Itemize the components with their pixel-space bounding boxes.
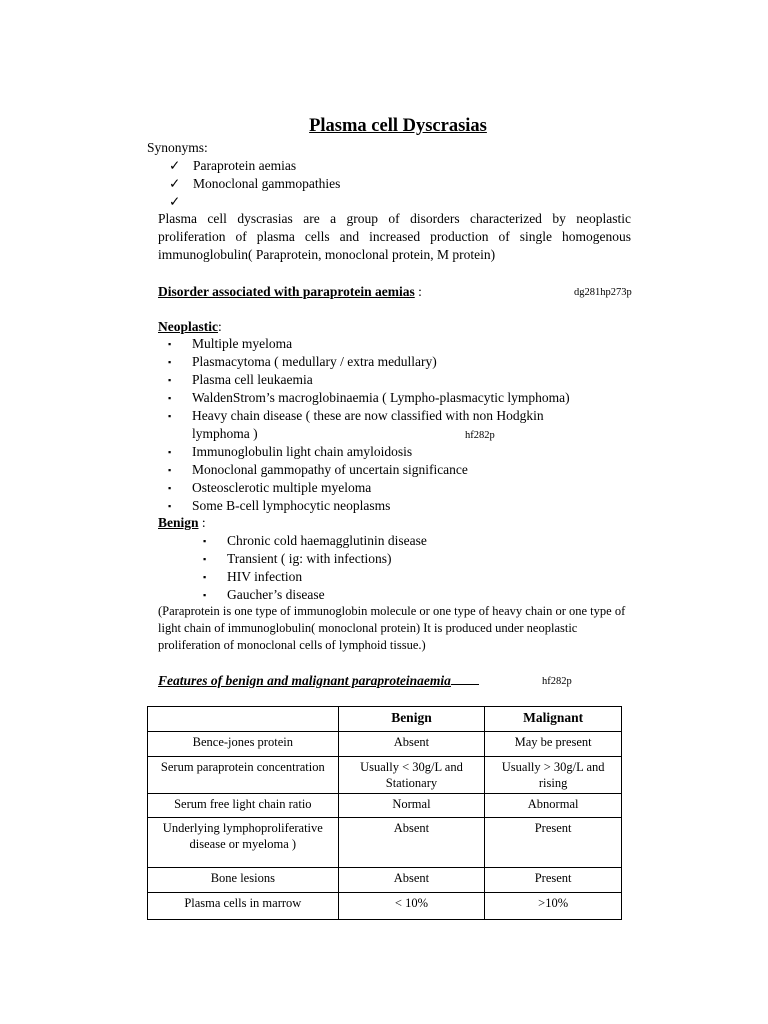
table-header-cell: Malignant	[485, 707, 622, 732]
neoplastic-heading: Neoplastic:	[158, 319, 222, 334]
list-item: ▪ Multiple myeloma	[168, 336, 293, 351]
table-row	[148, 732, 622, 757]
list-item: ▪ Chronic cold haemagglutinin disease	[203, 533, 427, 548]
disorder-heading: Disorder associated with paraprotein aemias :	[158, 284, 422, 299]
check-icon: ✓	[169, 158, 181, 173]
list-item: ▪ Monoclonal gammopathy of uncertain significance	[168, 462, 468, 477]
benign-heading: Benign :	[158, 515, 206, 530]
table-cell: Absent	[338, 732, 485, 757]
check-icon: ✓	[169, 176, 181, 191]
synonym-item: ✓ Monoclonal gammopathies	[169, 176, 341, 191]
bullet-icon: ▪	[168, 411, 172, 421]
page-title: Plasma cell Dyscrasias	[309, 116, 487, 136]
list-item: ▪ Some B-cell lymphocytic neoplasms	[168, 498, 391, 513]
table-cell: Absent	[338, 868, 485, 893]
table-cell: Absent	[338, 818, 485, 868]
table-cell: Plasma cells in marrow	[148, 893, 339, 920]
table-row	[148, 757, 622, 794]
synonyms-label: Synonyms:	[147, 140, 208, 155]
table-cell: Serum paraprotein concentration	[148, 757, 339, 794]
features-reference: hf282p	[542, 676, 572, 687]
table-cell: Underlying lymphoproliferative disease or myeloma )	[148, 818, 339, 868]
list-item: ▪ Transient ( ig: with infections)	[203, 551, 392, 566]
list-item: ▪ WaldenStrom’s macroglobinaemia ( Lympho-plasmacytic lymphoma)	[168, 390, 570, 405]
bullet-icon: ▪	[203, 572, 207, 582]
table-cell: Bence-jones protein	[148, 732, 339, 757]
bullet-icon: ▪	[203, 536, 207, 546]
note-paragraph: (Paraprotein is one type of immunoglobin molecule or one type of heavy chain or one type of light chain of immunoglobulin( monoclonal protein) It is produced under neoplastic proliferation of monoclonal cells of lymphoid tissue.)	[158, 604, 626, 652]
bullet-icon: ▪	[203, 590, 207, 600]
synonym-item: ✓ Paraprotein aemias	[169, 158, 297, 173]
heavy-chain-reference: hf282p	[465, 430, 495, 441]
list-item: ▪ Heavy chain disease ( these are now classified with non Hodgkin	[168, 408, 544, 423]
neoplastic-list	[168, 335, 570, 515]
list-item: ▪ Immunoglobulin light chain amyloidosis	[168, 444, 413, 459]
bullet-icon: ▪	[168, 465, 172, 475]
table-cell: Bone lesions	[148, 868, 339, 893]
table-cell: Normal	[338, 794, 485, 818]
disorder-reference: dg281hp273p	[574, 287, 632, 298]
synonym-item	[169, 193, 340, 211]
bullet-icon: ▪	[203, 554, 207, 564]
bullet-icon: ▪	[168, 501, 172, 511]
table-row	[148, 818, 622, 868]
bullet-icon: ▪	[168, 393, 172, 403]
features-heading: Features of benign and malignant paraproteinaemia	[158, 672, 479, 690]
table-row	[148, 868, 622, 893]
check-icon: ✓	[169, 194, 181, 209]
table-row	[148, 893, 622, 920]
table-cell: Present	[485, 818, 622, 868]
table-cell: Usually > 30g/L and rising	[485, 757, 622, 794]
table-cell: Abnormal	[485, 794, 622, 818]
benign-list	[203, 532, 427, 604]
table-cell: Serum free light chain ratio	[148, 794, 339, 818]
intro-paragraph: Plasma cell dyscrasias are a group of disorders characterized by neoplastic proliferation of plasma cells and increased production of single homogenous immunoglobulin( Paraprotein, monoclonal protein, M protein)	[158, 211, 631, 262]
features-table	[147, 706, 622, 920]
list-item-continuation: lymphoma ) hf282p	[168, 425, 570, 443]
list-item: ▪ Osteosclerotic multiple myeloma	[168, 480, 372, 495]
bullet-icon: ▪	[168, 447, 172, 457]
table-cell: Usually < 30g/L and Stationary	[338, 757, 485, 794]
bullet-icon: ▪	[168, 357, 172, 367]
list-item: ▪ HIV infection	[203, 569, 303, 584]
table-cell: Present	[485, 868, 622, 893]
table-row	[148, 794, 622, 818]
table-cell: < 10%	[338, 893, 485, 920]
table-cell: >10%	[485, 893, 622, 920]
bullet-icon: ▪	[168, 375, 172, 385]
table-cell: May be present	[485, 732, 622, 757]
bullet-icon: ▪	[168, 483, 172, 493]
synonym-list	[169, 157, 340, 211]
list-item: ▪ Plasma cell leukaemia	[168, 372, 313, 387]
table-header-cell	[148, 707, 339, 732]
table-header-cell: Benign	[338, 707, 485, 732]
list-item: ▪ Plasmacytoma ( medullary / extra medullary)	[168, 354, 437, 369]
list-item: ▪ Gaucher’s disease	[203, 587, 325, 602]
bullet-icon: ▪	[168, 339, 172, 349]
table-header-row	[148, 707, 622, 732]
